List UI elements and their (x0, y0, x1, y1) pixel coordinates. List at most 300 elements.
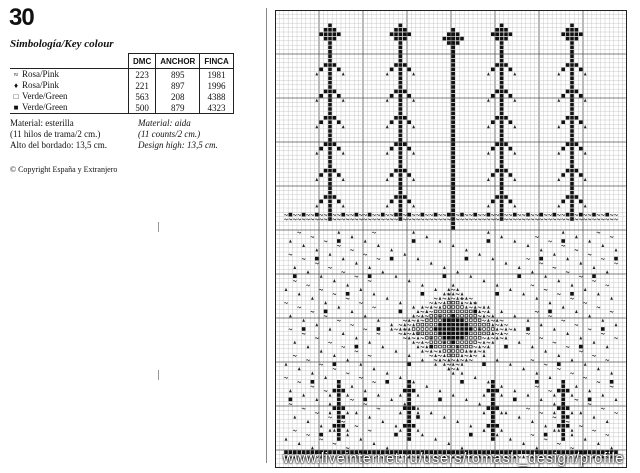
stitch (293, 274, 297, 278)
stitch (439, 337, 442, 340)
stitch (364, 219, 367, 220)
stitch (346, 411, 349, 414)
stitch (500, 134, 504, 138)
stitch (553, 327, 556, 330)
stitch (456, 318, 460, 322)
stitch (451, 37, 455, 41)
stitch (570, 134, 574, 138)
stitch (513, 327, 516, 330)
stitch (483, 323, 486, 326)
stitch (482, 214, 485, 215)
stitch (359, 437, 362, 440)
stitch (570, 129, 574, 133)
stitch (460, 318, 464, 322)
stitch (561, 94, 565, 98)
stitch (491, 393, 495, 397)
stitch (601, 219, 604, 220)
stitch (403, 195, 407, 199)
stitch (341, 213, 345, 217)
stitch (328, 81, 332, 85)
stitch (315, 151, 318, 154)
stitch (562, 231, 565, 234)
stitch (487, 151, 490, 154)
stitch (504, 219, 507, 220)
stitch (399, 59, 403, 63)
stitch (390, 248, 393, 251)
stitch (465, 257, 469, 261)
stitch (513, 398, 517, 402)
stitch (359, 219, 362, 220)
stitch (399, 301, 402, 304)
stitch (434, 315, 437, 318)
wave-symbol-icon: ≈ (13, 70, 19, 79)
stitch (394, 213, 398, 217)
stitch (535, 371, 538, 374)
stitch (426, 328, 429, 331)
stitch (478, 351, 481, 352)
stitch (328, 267, 331, 268)
stitch (561, 173, 565, 177)
stitch (412, 338, 415, 339)
stitch (328, 213, 332, 217)
stitch (456, 350, 459, 353)
stitch (561, 415, 565, 419)
stitch (478, 219, 481, 220)
stitch (487, 380, 490, 383)
stitch (470, 319, 473, 322)
stitch (434, 341, 437, 344)
stitch (491, 380, 495, 384)
stitch (355, 213, 359, 217)
stitch (306, 214, 309, 215)
stitch (438, 214, 441, 215)
stitch (443, 345, 446, 348)
stitch (474, 337, 477, 340)
stitch (416, 214, 419, 215)
stitch (549, 301, 552, 304)
stitch (329, 253, 332, 256)
stitch (535, 446, 538, 449)
stitch (395, 424, 398, 427)
stitch (447, 297, 450, 300)
stitch (364, 389, 367, 392)
stitch (452, 310, 455, 313)
stitch (346, 373, 349, 374)
stitch (342, 151, 345, 154)
stitch (407, 32, 411, 36)
stitch (451, 323, 455, 327)
stitch (570, 142, 574, 146)
stitch (548, 214, 551, 215)
stitch (539, 257, 543, 261)
stitch (491, 428, 495, 432)
stitch (430, 261, 433, 264)
key-row (10, 102, 233, 114)
stitch (412, 125, 415, 128)
stitch (513, 389, 516, 392)
stitch (491, 389, 495, 393)
stitch (504, 324, 507, 325)
stitch (329, 402, 332, 405)
stitch (333, 219, 336, 220)
stitch (443, 360, 446, 361)
stitch (333, 214, 336, 215)
stitch (452, 360, 455, 361)
stitch (324, 169, 328, 173)
stitch (469, 360, 472, 361)
stitch (443, 336, 447, 340)
stitch (434, 332, 437, 335)
stitch (289, 213, 293, 217)
stitch (407, 406, 411, 410)
stitch (328, 169, 332, 173)
stitch (522, 367, 525, 370)
stitch (500, 63, 504, 67)
stitch (451, 63, 455, 67)
stitch (579, 261, 582, 264)
stitch (513, 99, 516, 102)
stitch (588, 254, 591, 255)
stitch (417, 328, 420, 331)
stitch (496, 283, 499, 286)
stitch (337, 320, 340, 321)
stitch (496, 219, 499, 220)
stitch (425, 385, 428, 388)
stitch (465, 332, 469, 336)
stitch (399, 324, 402, 325)
stitch (561, 411, 565, 415)
stitch (553, 411, 556, 414)
stitch (495, 406, 499, 410)
stitch (487, 316, 490, 317)
stitch (421, 311, 424, 312)
stitch (513, 239, 516, 242)
stitch (324, 195, 328, 199)
stitch (465, 310, 468, 313)
stitch (491, 94, 495, 98)
stitch (500, 338, 503, 339)
stitch (403, 63, 407, 67)
stitch (495, 292, 499, 296)
stitch (412, 389, 416, 393)
stitch (570, 208, 574, 212)
key-dmc-value: 563 (129, 91, 156, 102)
stitch (456, 332, 460, 336)
stitch (386, 125, 389, 128)
stitch (447, 323, 451, 327)
stitch (438, 355, 441, 356)
stitch (447, 213, 451, 217)
stitch (570, 37, 574, 41)
stitch (487, 213, 491, 217)
stitch (346, 358, 349, 361)
stitch (570, 46, 574, 50)
stitch (540, 323, 543, 326)
stitch (452, 289, 455, 290)
stitch (381, 420, 384, 423)
stitch (302, 333, 305, 334)
stitch (579, 147, 583, 151)
stitch (315, 99, 318, 102)
stitch (487, 332, 490, 335)
stitch (470, 315, 473, 318)
stitch (522, 292, 525, 295)
stitch (469, 307, 472, 308)
stitch (311, 297, 314, 300)
stitch (434, 319, 437, 322)
stitch (399, 76, 403, 80)
stitch (553, 213, 557, 217)
stitch (614, 263, 617, 264)
stitch (443, 323, 447, 327)
stitch (451, 160, 455, 164)
stitch (386, 72, 389, 75)
stitch (298, 214, 301, 215)
stitch (557, 406, 561, 410)
stitch (381, 213, 385, 217)
margin-tick-mark (158, 222, 159, 232)
stitch (451, 59, 455, 63)
stitch (311, 214, 314, 215)
stitch (548, 310, 552, 314)
key-header-anchor: ANCHOR (156, 54, 200, 69)
stitch (293, 341, 296, 344)
stitch (474, 355, 477, 356)
stitch (284, 219, 287, 220)
stitch (328, 41, 332, 45)
stitch (403, 406, 407, 410)
stitch (540, 219, 543, 220)
stitch (584, 288, 587, 291)
stitch (337, 214, 340, 215)
stitch (377, 408, 380, 409)
stitch (364, 314, 367, 317)
filled-square-symbol-icon: ■ (13, 103, 19, 112)
stitch (351, 310, 354, 313)
stitch (557, 354, 560, 357)
stitch (390, 257, 394, 261)
stitch (456, 219, 459, 220)
stitch (399, 411, 402, 414)
stitch (548, 390, 551, 391)
stitch (407, 402, 411, 406)
stitch (412, 314, 415, 317)
stitch (407, 411, 411, 415)
stitch (535, 214, 538, 215)
stitch (324, 376, 327, 379)
stitch (315, 257, 319, 261)
stitch (412, 204, 415, 207)
stitch (465, 305, 468, 308)
stitch (447, 358, 450, 361)
stitch (548, 219, 551, 220)
stitch (592, 430, 595, 431)
stitch (544, 364, 547, 365)
stitch (579, 336, 582, 339)
stitch (451, 191, 455, 195)
stitch (407, 68, 411, 72)
stitch (377, 244, 380, 247)
stitch (394, 433, 398, 437)
stitch (531, 420, 534, 423)
stitch (470, 332, 473, 335)
stitch (465, 248, 468, 251)
stitch (491, 398, 495, 402)
stitch (478, 319, 481, 322)
stitch (456, 323, 460, 327)
stitch (421, 219, 424, 220)
stitch (421, 349, 424, 352)
stitch (451, 151, 455, 155)
stitch (518, 214, 521, 215)
stitch (394, 37, 398, 41)
stitch (605, 213, 609, 217)
stitch (461, 310, 464, 313)
stitch (417, 336, 420, 339)
stitch (385, 380, 389, 384)
stitch (451, 72, 455, 76)
material-line: Material: aida (138, 118, 191, 128)
stitch (561, 120, 565, 124)
stitch (425, 316, 428, 317)
stitch (372, 382, 375, 383)
stitch (548, 241, 551, 242)
stitch (443, 219, 446, 220)
stitch (346, 214, 349, 215)
stitch (394, 63, 398, 67)
stitch (394, 329, 397, 330)
stitch (430, 319, 433, 322)
stitch (421, 332, 424, 335)
stitch (412, 328, 415, 331)
stitch (570, 94, 574, 98)
stitch (570, 81, 574, 85)
stitch (500, 90, 504, 94)
stitch (606, 360, 609, 361)
stitch (408, 319, 411, 322)
stitch (513, 213, 517, 217)
stitch (426, 332, 429, 335)
stitch (399, 173, 403, 177)
stitch (566, 213, 570, 217)
stitch (601, 319, 604, 322)
stitch (390, 32, 394, 36)
stitch (399, 116, 403, 120)
stitch (610, 386, 613, 387)
stitch (500, 112, 504, 116)
stitch (531, 434, 534, 435)
stitch (298, 292, 301, 295)
stitch (319, 120, 323, 124)
stitch (483, 393, 486, 396)
stitch (557, 443, 560, 444)
stitch (570, 107, 574, 111)
stitch (610, 380, 614, 384)
stitch (328, 208, 332, 212)
stitch (408, 327, 411, 330)
stitch (495, 142, 499, 146)
stitch (474, 346, 477, 347)
stitch (575, 195, 579, 199)
stitch (302, 244, 305, 247)
stitch (526, 333, 529, 334)
stitch (390, 94, 394, 98)
stitch (434, 298, 437, 299)
stitch (544, 289, 547, 290)
stitch (465, 214, 468, 215)
stitch (487, 310, 490, 313)
stitch (452, 292, 455, 295)
stitch (333, 279, 336, 282)
stitch (500, 129, 504, 133)
stitch (610, 297, 613, 300)
stitch (588, 398, 592, 402)
stitch (561, 398, 565, 402)
stitch (601, 244, 604, 247)
stitch (469, 433, 473, 437)
stitch (328, 134, 332, 138)
stitch (557, 72, 560, 75)
stitch (566, 90, 570, 94)
stitch (526, 219, 529, 220)
stitch (311, 371, 314, 374)
stitch (504, 142, 508, 146)
stitch (500, 213, 504, 217)
stitch (461, 292, 464, 295)
stitch (448, 350, 451, 353)
stitch (452, 306, 455, 309)
stitch (394, 32, 398, 36)
stitch (584, 214, 587, 215)
stitch (328, 151, 332, 155)
stitch (399, 393, 402, 396)
stitch (614, 214, 617, 215)
stitch (469, 327, 473, 331)
stitch (451, 46, 455, 50)
stitch (355, 336, 358, 339)
stitch (452, 354, 455, 357)
stitch (399, 164, 403, 168)
stitch (570, 182, 574, 186)
stitch (377, 214, 380, 215)
stitch (562, 320, 565, 321)
stitch (456, 364, 459, 365)
stitch (561, 32, 565, 36)
stitch (399, 191, 403, 195)
stitch (527, 244, 530, 247)
stitch (293, 266, 296, 269)
stitch (407, 147, 411, 151)
stitch (324, 310, 328, 314)
stitch (614, 412, 617, 413)
count-line: (11 counts/2 cm.) (138, 129, 201, 139)
stitch (399, 63, 403, 67)
stitch (341, 389, 345, 393)
cross-stitch-chart (275, 10, 627, 468)
stitch (284, 377, 287, 378)
stitch (500, 72, 504, 76)
key-finca-value: 1996 (200, 80, 233, 91)
stitch (399, 134, 403, 138)
stitch (372, 214, 375, 215)
stitch (434, 301, 437, 304)
stitch (491, 411, 495, 415)
stitch (500, 24, 504, 28)
stitch (328, 54, 332, 58)
stitch (438, 302, 441, 303)
stitch (470, 337, 473, 340)
stitch (452, 244, 455, 247)
